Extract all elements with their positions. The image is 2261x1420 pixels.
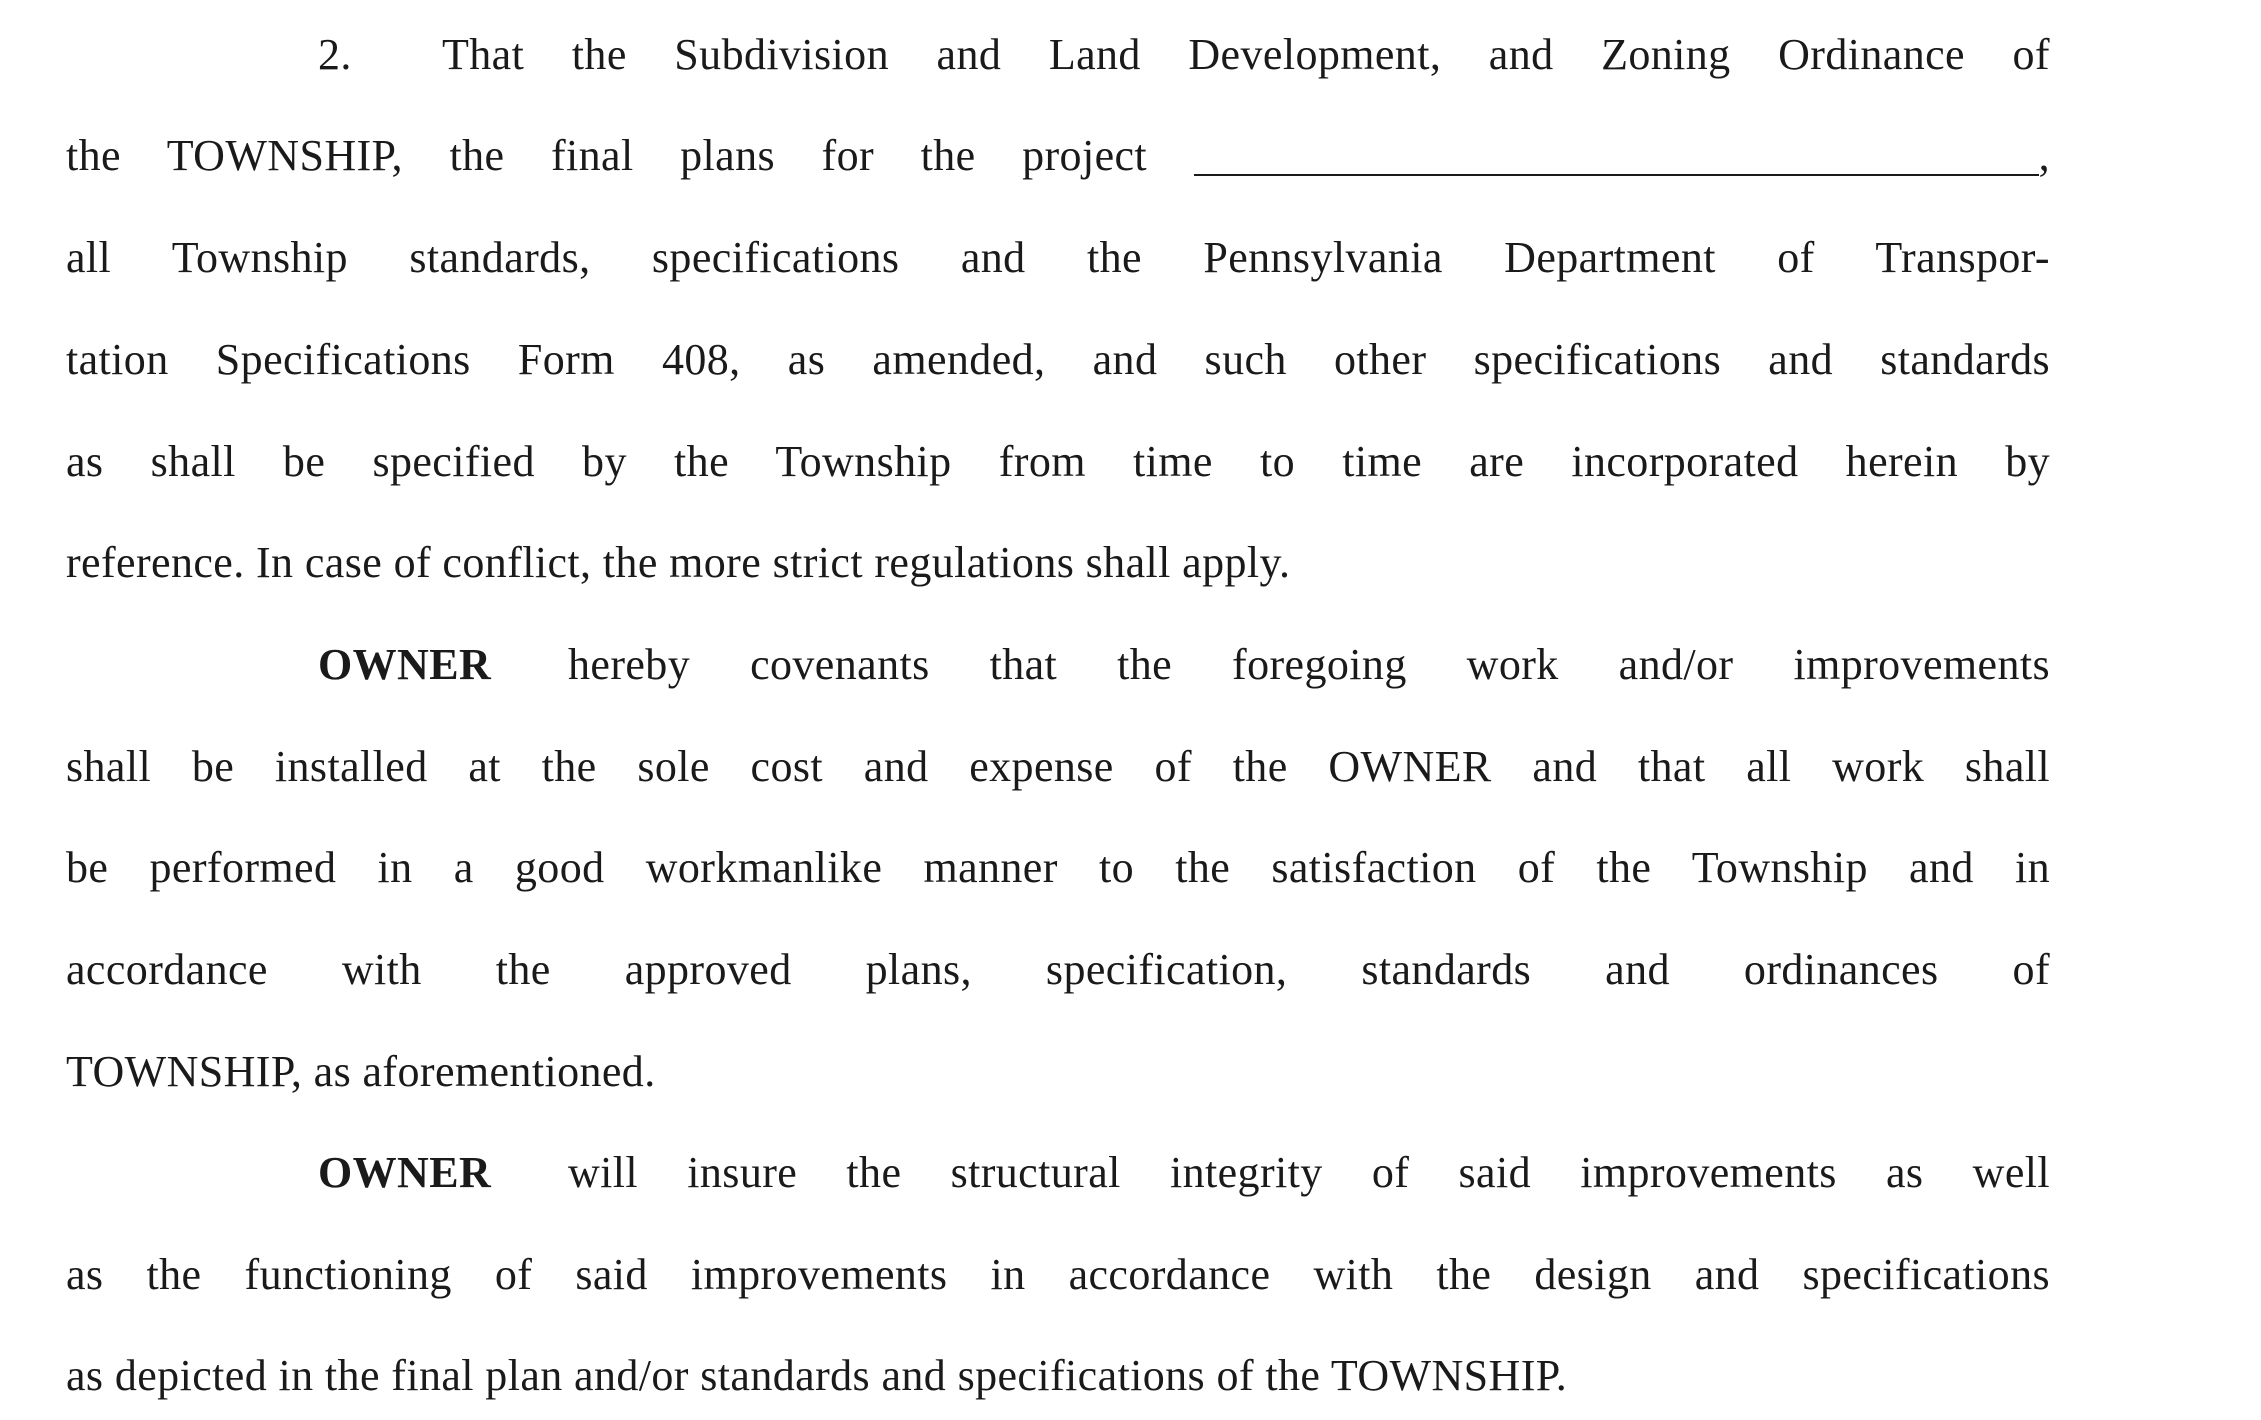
paragraph-2-line-1-text: hereby covenants that the foregoing work and/or improvements: [568, 640, 2050, 689]
owner-lead-term: OWNER: [318, 640, 492, 689]
paragraph-3-line-1: [318, 1138, 2050, 1208]
paragraph-1-line-4: tation Specifications Form 408, as amended, and such other specifications and standards: [66, 335, 2050, 384]
paragraph-3-line-1-text: will insure the structural integrity of said improvements as well: [568, 1148, 2050, 1197]
paragraph-1-line-2: [66, 121, 2050, 191]
paragraph-3-line-3: as depicted in the final plan and/or standards and specifications of the TOWNSHIP.: [66, 1351, 1568, 1400]
paragraph-1-line-2-text: the TOWNSHIP, the final plans for the project: [66, 131, 1148, 180]
paragraph-1-line-1-text: That the Subdivision and Land Development, and Zoning Ordinance of: [442, 30, 2050, 79]
paragraph-2-line-5: TOWNSHIP, as aforementioned.: [66, 1047, 656, 1096]
paragraph-1-line-1: [318, 20, 2050, 90]
paragraph-2-line-4: accordance with the approved plans, specification, standards and ordinances of: [66, 945, 2050, 994]
project-name-blank-line: [1194, 172, 2039, 176]
paragraph-2-line-2: shall be installed at the sole cost and expense of the OWNER and that all work shall: [66, 742, 2050, 791]
paragraph-1-line-6: reference. In case of conflict, the more strict regulations shall apply.: [66, 538, 1291, 587]
paragraph-1-line-2-comma: ,: [2038, 131, 2051, 180]
paragraph-3-line-2: as the functioning of said improvements in accordance with the design and specifications: [66, 1250, 2050, 1299]
paragraph-1-line-5: as shall be specified by the Township from time to time are incorporated herein by: [66, 437, 2050, 486]
paragraph-2-line-3: be performed in a good workmanlike manner to the satisfaction of the Township and in: [66, 843, 2050, 892]
paragraph-2-line-1: [318, 630, 2050, 700]
paragraph-number: 2.: [318, 30, 352, 79]
paragraph-1-line-3: all Township standards, specifications and the Pennsylvania Department of Transpor-: [66, 233, 2050, 282]
owner-lead-term: OWNER: [318, 1148, 492, 1197]
